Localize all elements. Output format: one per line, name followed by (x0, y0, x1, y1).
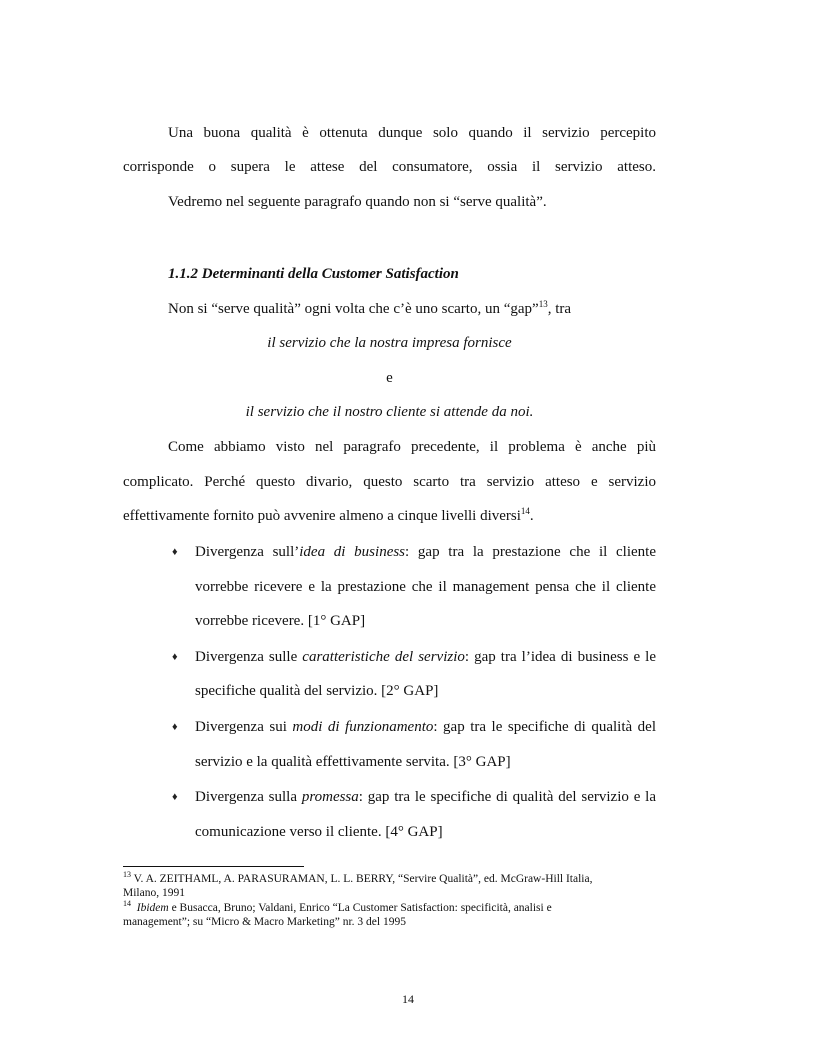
footnote-separator (123, 866, 304, 867)
bullet-4-line-1 (195, 788, 656, 806)
bullet-3-lead: Divergenza sui (195, 719, 293, 735)
paragraph-3-line-3 (123, 507, 656, 525)
bullet-1-rest: : gap tra la prestazione che il cliente (405, 544, 656, 560)
footnote-14-line-2: management”; su “Micro & Macro Marketing” nr. 3 del 1995 (123, 916, 406, 928)
bullet-2-rest: : gap tra l’idea di business e le (464, 649, 657, 665)
bullet-3-term: modi di funzionamento (292, 719, 434, 735)
footnote-13-line-2: Milano, 1991 (123, 887, 185, 899)
paragraph-2: Vedremo nel seguente paragrafo quando non si “serve qualità”. (168, 194, 547, 210)
bullet-1-term: idea di business (299, 544, 406, 560)
paragraph-3-line-2: complicato. Perché questo divario, questo scarto tra servizio atteso e servizio (123, 474, 656, 490)
diamond-bullet-icon: ♦ (172, 721, 178, 733)
footnote-14-line-1 (123, 901, 656, 915)
bullet-4-term: promessa (301, 789, 359, 805)
paragraph-1-line-1: Una buona qualità è ottenuta dunque solo quando il servizio percepito (168, 125, 656, 141)
diamond-bullet-icon: ♦ (172, 791, 178, 803)
bullet-4-lead: Divergenza sulla (195, 789, 302, 805)
section-heading: 1.1.2 Determinanti della Customer Satisfaction (168, 266, 459, 282)
centered-conjunction: e (386, 370, 393, 386)
bullet-3-line-1 (195, 718, 656, 736)
bullet-2-line-2: specifiche qualità del servizio. [2° GAP] (195, 683, 439, 699)
diamond-bullet-icon: ♦ (172, 651, 178, 663)
bullet-1-line-1 (195, 543, 656, 561)
footnote-ref-13[interactable]: 13 (538, 299, 548, 309)
bullet-3-rest: : gap tra le specifiche di qualità del (433, 719, 656, 735)
diamond-bullet-icon: ♦ (172, 546, 178, 558)
paragraph-1-line-2: corrisponde o supera le attese del consumatore, ossia il servizio atteso. (123, 159, 656, 175)
section-intro-tail: , tra (547, 301, 572, 317)
footnote-ref-14[interactable]: 14 (520, 506, 530, 516)
paragraph-3-line-3-end: . (529, 508, 534, 524)
bullet-4-rest: : gap tra le specifiche di qualità del servizio e la (358, 789, 657, 805)
footnote-13-line-1 (123, 872, 656, 886)
page-number: 14 (402, 992, 414, 1006)
centered-line-1: il servizio che la nostra impresa fornisce (267, 335, 512, 351)
bullet-1-line-3: vorrebbe ricevere. [1° GAP] (195, 613, 366, 629)
bullet-2-term: caratteristiche del servizio (302, 649, 465, 665)
paragraph-3-line-1: Come abbiamo visto nel paragrafo precedente, il problema è anche più (168, 439, 656, 455)
section-intro-text: Non si “serve qualità” ogni volta che c’è uno scarto, un “gap” (168, 301, 539, 317)
footnote-14-ibidem: Ibidem (136, 902, 169, 914)
bullet-3-line-2: servizio e la qualità effettivamente servita. [3° GAP] (195, 754, 511, 770)
centered-line-2: il servizio che il nostro cliente si attende da noi. (245, 404, 534, 420)
footnote-14-text: e Busacca, Bruno; Valdani, Enrico “La Customer Satisfaction: specificità, analisi e (168, 902, 552, 914)
bullet-1-line-2: vorrebbe ricevere e la prestazione che il management pensa che il cliente (195, 579, 656, 595)
footnote-14-number: 14 (123, 899, 131, 909)
section-intro (168, 300, 656, 318)
footnote-13-number: 13 (123, 870, 131, 880)
bullet-2-line-1 (195, 648, 656, 666)
paragraph-3-line-3-text: effettivamente fornito può avvenire almeno a cinque livelli diversi (123, 508, 521, 524)
bullet-4-line-2: comunicazione verso il cliente. [4° GAP] (195, 824, 443, 840)
bullet-1-lead: Divergenza sull’ (195, 544, 300, 560)
bullet-2-lead: Divergenza sulle (195, 649, 303, 665)
footnote-13-text: V. A. ZEITHAML, A. PARASURAMAN, L. L. BERRY, “Servire Qualità”, ed. McGraw-Hill Italia, (131, 873, 593, 885)
